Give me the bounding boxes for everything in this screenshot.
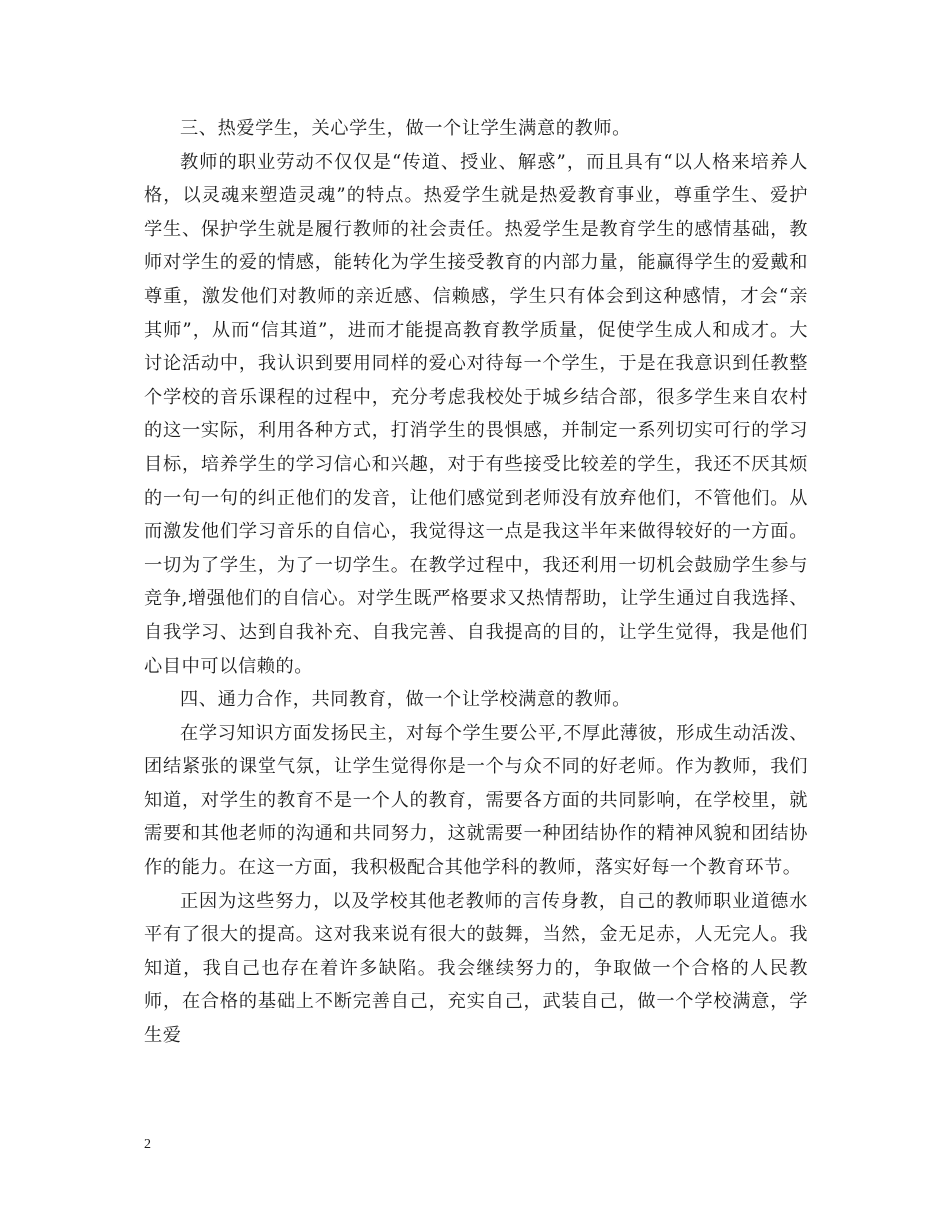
paragraph-cooperation: 在学习知识方面发扬民主，对每个学生要公平,不厚此薄彼，形成生动活泼、团结紧张的课堂气氛，让学生觉得你是一个与众不同的好老师。作为教师，我们知道，对学生的教育不是一个人的教育，需要各方面的共同影响，在学校里，就需要和其他老师的沟通和共同努力，这就需要一种团结协作的精神风貌和团结协作的能力。在这一方面，我积极配合其他学科的教师，落实好每一个教育环节。 xyxy=(144,722,808,879)
page-number: 2 xyxy=(144,1137,151,1152)
paragraph-love-students: 教师的职业劳动不仅仅是“传道、授业、解惑”，而且具有“以人格来培养人格，以灵魂来塑造灵魂”的特点。热爱学生就是热爱教育事业，尊重学生、爱护学生、保护学生就是履行教师的社会责任。热爱学生是教育学生的感情基础，教师对学生的爱的情感，能转化为学生接受教育的内部力量，能赢得学生的爱戴和尊重，激发他们对教师的亲近感、信赖感，学生只有体会到这种感情，才会“亲其师”，从而“信其道”，进而才能提高教育教学质量，促使学生成人和成才。大讨论活动中，我认识到要用同样的爱心对待每一个学生，于是在我意识到任教整个学校的音乐课程的过程中，充分考虑我校处于城乡结合部，很多学生来自农村的这一实际，利用各种方式，打消学生的畏惧感，并制定一系列切实可行的学习目标，培养学生的学习信心和兴趣，对于有些接受比较差的学生，我还不厌其烦的一句一句的纠正他们的发音，让他们感觉到老师没有放弃他们，不管他们。从而激发他们学习音乐的自信心，我觉得这一点是我这半年来做得较好的一方面。一切为了学生，为了一切学生。在教学过程中，我还利用一切机会鼓励学生参与竞争,增强他们的自信心。对学生既严格要求又热情帮助，让学生通过自我选择、自我学习、达到自我补充、自我完善、自我提高的目的，让学生觉得，我是他们心目中可以信赖的。 xyxy=(144,151,808,677)
paragraph-conclusion: 正因为这些努力，以及学校其他老教师的言传身教，自己的教师职业道德水平有了很大的提高。这对我来说有很大的鼓舞，当然，金无足赤，人无完人。我知道，我自己也存在着许多缺陷。我会继续努力的，争取做一个合格的人民教师，在合格的基础上不断完善自己，充实自己，武装自己，做一个学校满意，学生爱 xyxy=(144,890,808,1047)
section-heading-three: 三、热爱学生，关心学生，做一个让学生满意的教师。 xyxy=(180,118,631,139)
page-body xyxy=(144,112,808,1053)
section-heading-four: 四、通力合作，共同教育，做一个让学校满意的教师。 xyxy=(180,689,631,711)
